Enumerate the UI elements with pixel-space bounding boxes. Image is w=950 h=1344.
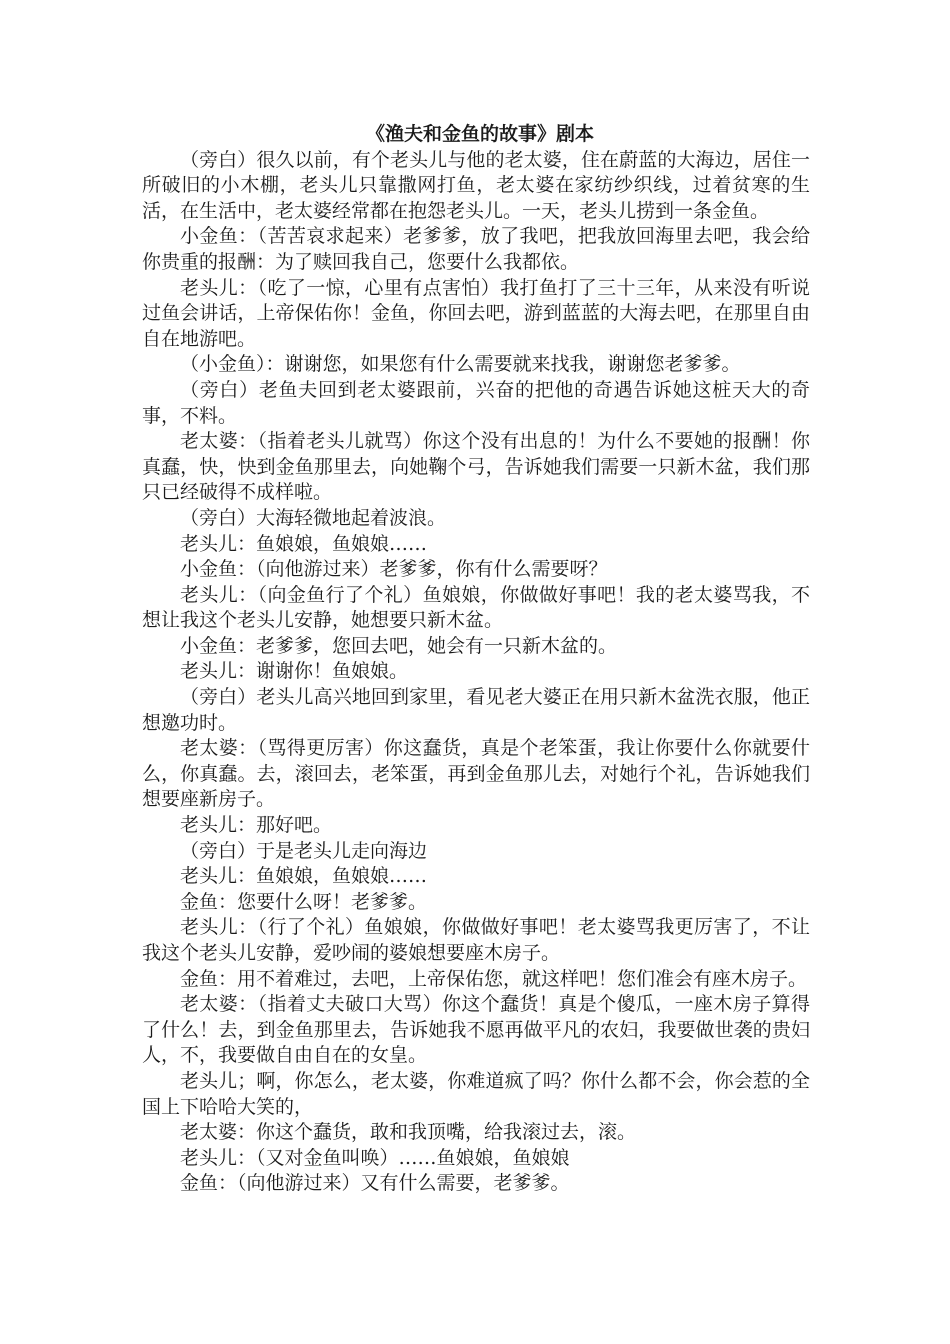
script-paragraph: 金鱼：（向他游过来）又有什么需要，老爹爹。 [180, 1172, 570, 1195]
script-paragraph: 老太婆：（骂得更厉害）你这蠢货，真是个老笨蛋，我让你要什么你就要什么，你真蠢。去，滚回去，老笨蛋，再到金鱼那儿去，对她行个礼，告诉她我们想要座新房子。 [142, 737, 810, 811]
script-paragraph: （旁白）于是老头儿走向海边 [180, 839, 428, 862]
script-paragraph: （旁白）很久以前，有个老头儿与他的老太婆，住在蔚蓝的大海边，居住一所破旧的小木棚，老头儿只靠撒网打鱼，老太婆在家纺纱织线，过着贫寒的生活，在生活中，老太婆经常都在抱怨老头儿。一天，老头儿捞到一条金鱼。 [142, 148, 810, 222]
script-paragraph: 老头儿：（行了个礼）鱼娘娘，你做做好事吧！老太婆骂我更厉害了，不让我这个老头儿安静，爱吵闹的婆娘想要座木房子。 [142, 916, 810, 964]
script-paragraph: 金鱼：您要什么呀！老爹爹。 [180, 890, 428, 913]
script-paragraph: 小金鱼：（向他游过来）老爹爹，你有什么需要呀？ [180, 558, 608, 581]
script-paragraph: （小金鱼）：谢谢您，如果您有什么需要就来找我，谢谢您老爹爹。 [180, 353, 741, 376]
script-paragraph: 老头儿：鱼娘娘，鱼娘娘…… [180, 865, 428, 888]
script-paragraph: （旁白）老鱼夫回到老太婆跟前，兴奋的把他的奇遇告诉她这桩天大的奇事，不料。 [142, 378, 810, 427]
script-paragraph: 老头儿：鱼娘娘，鱼娘娘…… [180, 532, 428, 555]
document-body [142, 122, 810, 1197]
script-paragraph: 老头儿：（又对金鱼叫唤）……鱼娘娘，鱼娘娘 [180, 1146, 570, 1169]
script-paragraph: 老头儿：（向金鱼行了个礼）鱼娘娘，你做做好事吧！我的老太婆骂我，不想让我这个老头儿安静，她想要只新木盆。 [142, 583, 810, 632]
script-paragraph: 小金鱼：老爹爹，您回去吧，她会有一只新木盆的。 [180, 634, 618, 657]
script-paragraph: 小金鱼：（苦苦哀求起来）老爹爹，放了我吧，把我放回海里去吧，我会给你贵重的报酬：为了赎回我自己，您要什么我都依。 [142, 225, 810, 273]
script-paragraph: 金鱼：用不着难过，去吧，上帝保佑您，就这样吧！您们准会有座木房子。 [180, 967, 808, 990]
script-paragraph: 老太婆：（指着老头儿就骂）你这个没有出息的！为什么不要她的报酬！你真蠢，快，快到金鱼那里去，向她鞠个弓，告诉她我们需要一只新木盆，我们那只已经破得不成样啦。 [142, 430, 810, 504]
script-paragraph: 老头儿：那好吧。 [180, 814, 333, 837]
document-title: 《渔夫和金鱼的故事》剧本 [365, 123, 594, 145]
script-paragraph: （旁白）老头儿高兴地回到家里，看见老大婆正在用只新木盆洗衣服，他正想邀功时。 [142, 686, 810, 734]
script-paragraph: 老太婆：（指着丈夫破口大骂）你这个蠢货！真是个傻瓜，一座木房子算得了什么！去，到金鱼那里去，告诉她我不愿再做平凡的农妇，我要做世袭的贵妇人，不，我要做自由自在的女皇。 [142, 993, 810, 1067]
script-paragraph: （旁白）大海轻微地起着波浪。 [180, 506, 447, 529]
script-paragraph: 老太婆：你这个蠢货，敢和我顶嘴，给我滚过去，滚。 [180, 1121, 637, 1144]
script-paragraphs [142, 148, 810, 1197]
script-paragraph: 老头儿：（吃了一惊，心里有点害怕）我打鱼打了三十三年，从来没有听说过鱼会讲话，上帝保佑你！金鱼，你回去吧，游到蓝蓝的大海去吧，在那里自由自在地游吧。 [142, 276, 810, 350]
script-paragraph: 老头儿：谢谢你！鱼娘娘。 [180, 660, 409, 683]
script-paragraph: 老头儿；啊，你怎么，老太婆，你难道疯了吗？你什么都不会，你会惹的全国上下哈哈大笑的， [142, 1069, 810, 1118]
